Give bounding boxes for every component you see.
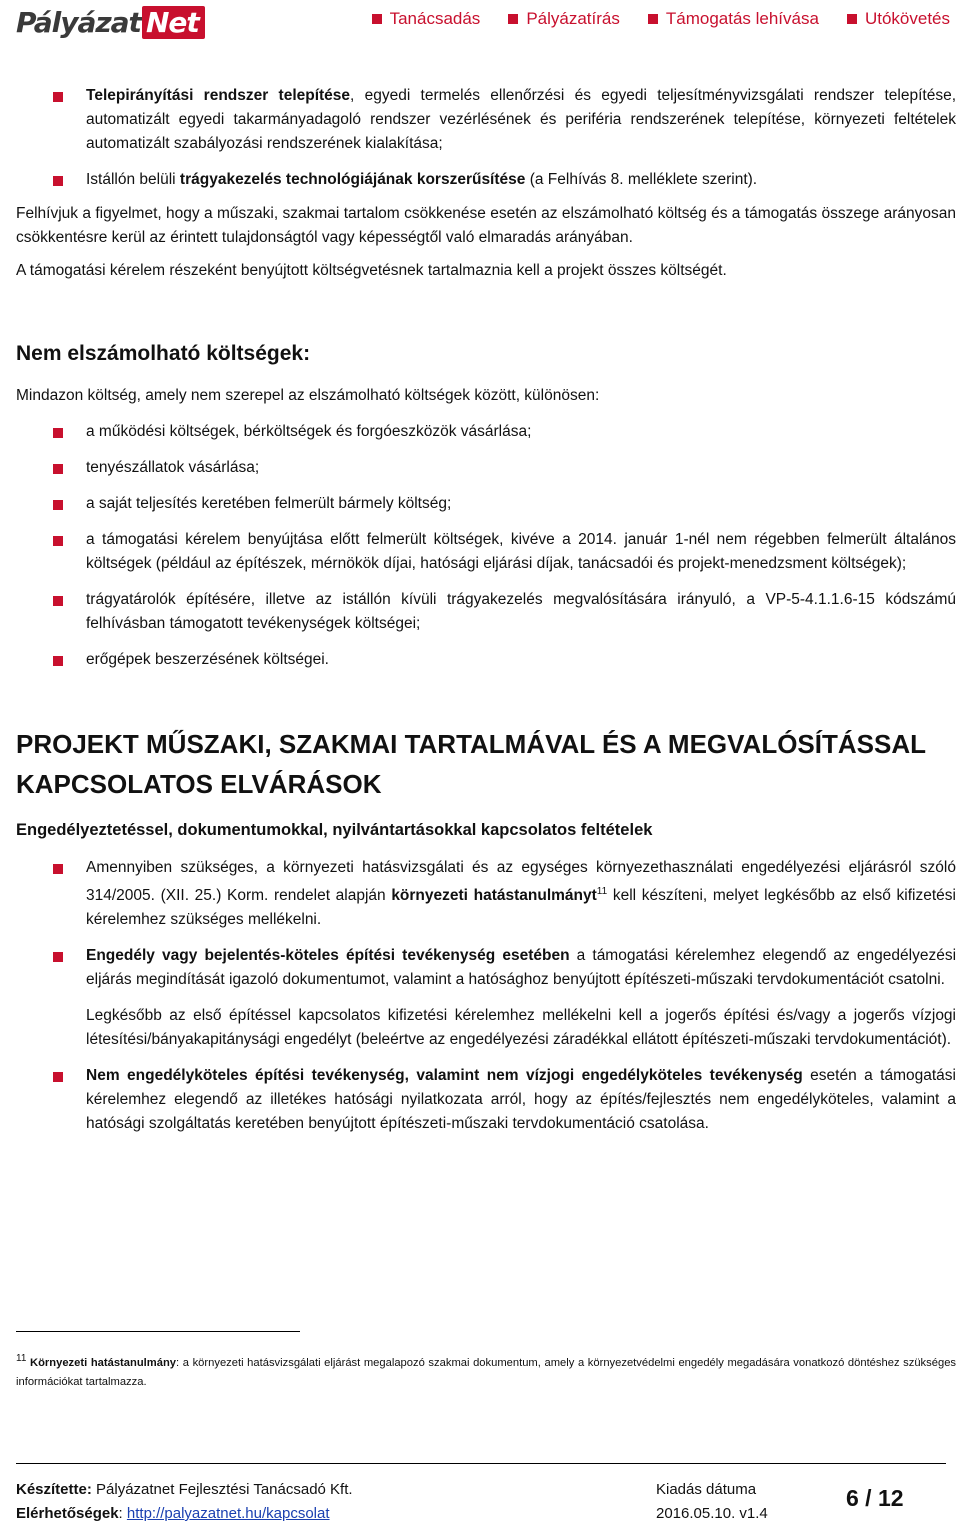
square-bullet-icon (53, 864, 63, 874)
list-item (16, 944, 956, 992)
item-text: kell készíteni, melyet legkésőbb az első kifizetési kérelemhez szükséges mellékelni. (86, 887, 956, 929)
item-text: Legkésőbb az első építéssel kapcsolatos kifizetési kérelemhez mellékelni kell a jogerős építési és/vagy a jogerős vízjogi létesítési/bányakapitánysági engedélyt (beleértve az engedélyezési záradékkal ellátott építészeti-műszaki tervdokumentációt). (86, 1007, 956, 1049)
square-bullet-icon (53, 428, 63, 438)
document-body (16, 84, 956, 1136)
nav-item-tanacsadas[interactable] (372, 9, 481, 29)
nav-label: Pályázatírás (526, 9, 620, 28)
header-nav (372, 9, 950, 29)
footnote-text: : a környezeti hatásvizsgálati eljárást megalapozó szakmai dokumentum, amely a környezetvédelmi engedély megadására vonatkozó döntéshez szükséges információkat tartalmazza. (16, 1357, 957, 1388)
square-bullet-icon (847, 14, 857, 24)
made-by-label: Készítette: (16, 1481, 92, 1498)
square-bullet-icon (648, 14, 658, 24)
list-item (16, 588, 956, 636)
item-text: Istállón belüli (86, 171, 180, 188)
square-bullet-icon (372, 14, 382, 24)
item-text: Amennyiben szükséges, a környezeti hatásvizsgálati és az egységes környezethasználati engedélyezési eljárásról szóló 314/2005. (XII. 25.) Korm. rendelet alapján (86, 859, 956, 905)
list-item (16, 420, 956, 444)
footnote-divider (16, 1331, 300, 1332)
square-bullet-icon (53, 952, 63, 962)
list-item (16, 648, 956, 672)
square-bullet-icon (53, 656, 63, 666)
paragraph: Felhívjuk a figyelmet, hogy a műszaki, szakmai tartalom csökkenése esetén az elszámolható költség és a támogatás összege arányosan csökkentésre kerül az érintett tulajdonságtól vagy képességtől való elmaradás arányában. (16, 205, 956, 246)
section-heading: Nem elszámolható költségek: (16, 342, 311, 365)
logo-text-part1: Pályázat (16, 5, 141, 39)
item-bold: Nem engedélyköteles építési tevékenység, valamint nem vízjogi engedélyköteles tevékenység (86, 1067, 803, 1085)
paragraph: A támogatási kérelem részeként benyújtott költségvetésnek tartalmaznia kell a projekt összes költségét. (16, 262, 727, 279)
item-text: a működési költségek, bérköltségek és forgóeszközök vásárlása; (86, 423, 532, 440)
paragraph: Mindazon költség, amely nem szerepel az elszámolható költségek között, különösen: (16, 387, 600, 404)
item-text: esetén a támogatási kérelemhez elegendő az illetékes hatósági nyilatkozata arról, hogy az építés/fejlesztés nem engedélyköteles, valamint a hatósági szolgáltatás keretében benyújtott építészeti-műszaki tervdokumentáció csatolása. (86, 1067, 956, 1133)
list-item (16, 456, 956, 480)
contact-separator: : (118, 1505, 127, 1522)
issue-label: Kiadás dátuma (656, 1481, 757, 1498)
made-by (16, 1478, 353, 1502)
list-item-continuation (16, 1004, 956, 1052)
nav-item-tamogatas-lehivasa[interactable] (648, 9, 819, 29)
item-bold: környezeti hatástanulmányt (391, 887, 597, 905)
item-text: tenyészállatok vásárlása; (86, 459, 260, 476)
list-item (16, 528, 956, 576)
contact-label: Elérhetőségek (16, 1505, 119, 1522)
sub-heading: Engedélyeztetéssel, dokumentumokkal, nyilvántartásokkal kapcsolatos feltételek (16, 821, 653, 839)
item-bold: trágyakezelés technológiájának korszerűsítése (179, 171, 526, 188)
nav-item-palyazatiras[interactable] (508, 9, 620, 29)
issue-value: 2016.05.10. v1.4 (656, 1505, 768, 1522)
square-bullet-icon (53, 536, 63, 546)
square-bullet-icon (53, 596, 63, 606)
item-text: , egyedi termelés ellenőrzési és egyedi teljesítményvizsgálati rendszer telepítése, automatizált egyedi takarmányadagoló rendszer vezérlésének és periféria rendszerének telepítése, környezeti feltételek automatizált szabályozási rendszerének kialakítása; (86, 87, 957, 152)
item-text: a támogatási kérelemhez elegendő az engedélyezési eljárás megindítását igazoló dokumentumot, valamint a hatósághoz benyújtott építészeti-műszaki tervdokumentációt csatolni. (86, 947, 957, 989)
list-item (16, 1064, 956, 1136)
nav-label: Tanácsadás (389, 9, 481, 28)
list-item (16, 856, 956, 932)
item-bold: Engedély vagy bejelentés-köteles építési tevékenység esetében (86, 947, 570, 965)
square-bullet-icon (53, 500, 63, 510)
page-header (0, 0, 960, 46)
footnote-term: Környezeti hatástanulmány (30, 1357, 177, 1369)
contact (16, 1502, 353, 1526)
nav-label: Támogatás lehívása (665, 9, 819, 28)
logo-text-part2: Net (142, 6, 205, 39)
item-text: erőgépek beszerzésének költségei. (86, 651, 329, 668)
square-bullet-icon (53, 176, 63, 186)
footer-left (16, 1478, 353, 1526)
square-bullet-icon (53, 1072, 63, 1082)
list-item (16, 84, 956, 156)
footer-issue (656, 1478, 768, 1526)
palyazatnet-logo[interactable] (16, 2, 205, 42)
made-by-value: Pályázatnet Fejlesztési Tanácsadó Kft. (91, 1481, 353, 1498)
nav-item-utokovetes[interactable] (847, 9, 950, 29)
item-text: a saját teljesítés keretében felmerült bármely költség; (86, 495, 452, 512)
footer-divider (16, 1463, 946, 1464)
item-text: (a Felhívás 8. melléklete szerint). (525, 171, 758, 188)
square-bullet-icon (508, 14, 518, 24)
footnote-number: 11 (16, 1353, 27, 1364)
footnote-ref[interactable]: 11 (596, 886, 608, 897)
item-bold: Telepirányítási rendszer telepítése (86, 87, 351, 104)
item-text: a támogatási kérelem benyújtása előtt felmerült költségek, kivéve a 2014. január 1-nél nem régebben felmerült általános költségek (például az építészek, mérnökök díjai, hatósági eljárási díjak, tanácsadói és projekt-menedzsment költségek); (86, 531, 956, 572)
list-item (16, 492, 956, 516)
list-item (16, 168, 956, 192)
square-bullet-icon (53, 92, 63, 102)
contact-link[interactable]: http://palyazatnet.hu/kapcsolat (126, 1505, 330, 1522)
footnote (16, 1354, 956, 1392)
item-text: trágyatárolók építésére, illetve az istállón kívüli trágyakezelés megvalósítására irányuló, a VP-5-4.1.1.6-15 kódszámú felhívásban támogatott tevékenységek költségei; (86, 591, 956, 632)
main-heading: PROJEKT MŰSZAKI, SZAKMAI TARTALMÁVAL ÉS A MEGVALÓSÍTÁSSAL KAPCSOLATOS ELVÁRÁSOK (16, 729, 926, 799)
square-bullet-icon (53, 464, 63, 474)
nav-label: Utókövetés (864, 9, 950, 28)
page-number: 6 / 12 (846, 1485, 904, 1511)
